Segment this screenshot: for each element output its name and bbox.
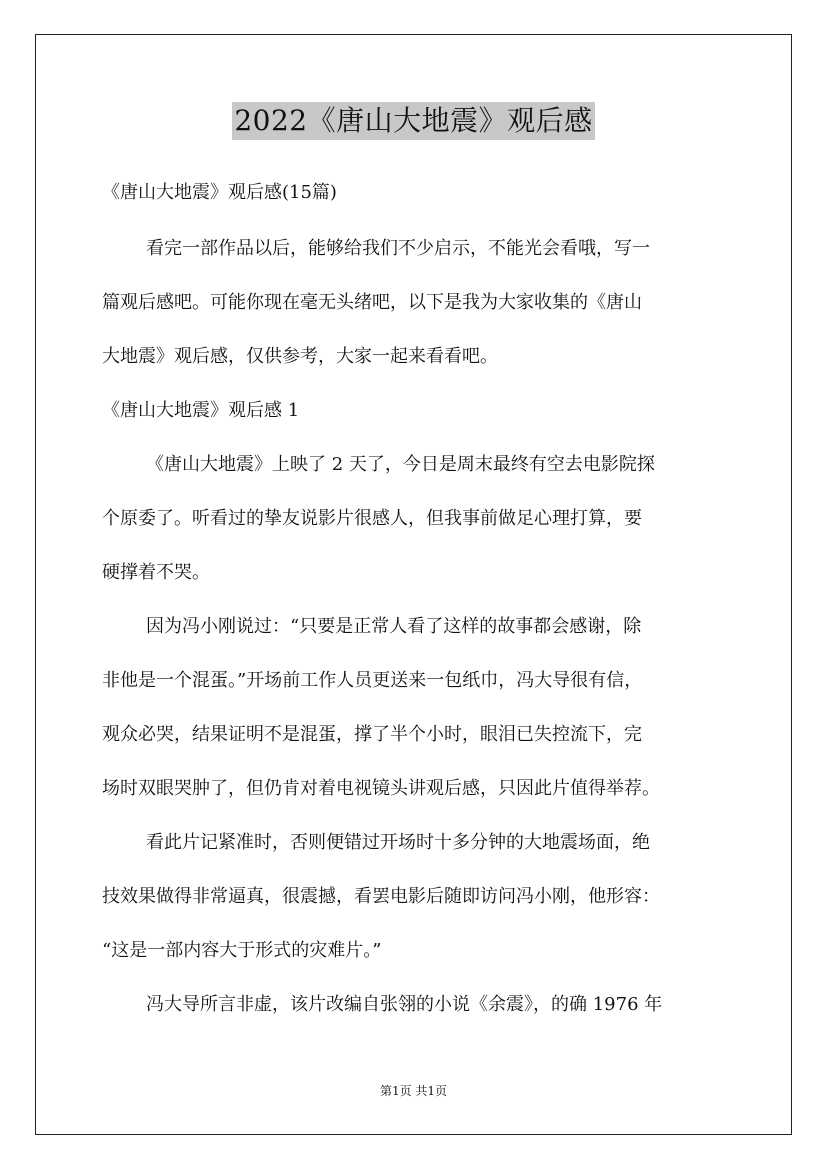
- page-footer: 第1页 共1页: [379, 1084, 448, 1098]
- paragraph-line: 场时双眼哭肿了，但仍肯对着电视镜头讲观后感，只因此片值得举荐。: [102, 778, 660, 799]
- paragraph-line: “这是一部内容大于形式的灾难片。”: [102, 940, 382, 961]
- paragraph-line: 篇观后感吧。可能你现在毫无头绪吧，以下是我为大家收集的《唐山: [102, 292, 642, 313]
- paragraph-line: 观众必哭，结果证明不是混蛋，撑了半个小时，眼泪已失控流下，完: [102, 724, 642, 745]
- document-title: 2022《唐山大地震》观后感: [232, 102, 594, 140]
- paragraph-line: 技效果做得非常逼真，很震撼，看罢电影后随即访问冯小刚，他形容：: [102, 886, 660, 907]
- paragraph-line: 看完一部作品以后，能够给我们不少启示，不能光会看哦，写一: [146, 238, 650, 259]
- paragraph-line: 因为冯小刚说过：“只要是正常人看了这样的故事都会感谢，除: [146, 616, 642, 637]
- section-heading: 《唐山大地震》观后感 1: [102, 400, 300, 421]
- paragraph-line: 硬撑着不哭。: [102, 562, 210, 583]
- paragraph-line: 看此片记紧准时，否则便错过开场时十多分钟的大地震场面，绝: [146, 832, 650, 853]
- subtitle-line: 《唐山大地震》观后感(15篇): [102, 182, 337, 203]
- paragraph-line: 大地震》观后感，仅供参考，大家一起来看看吧。: [102, 346, 498, 367]
- title-container: [0, 102, 827, 140]
- paragraph-line: 《唐山大地震》上映了 2 天了，今日是周末最终有空去电影院探: [146, 454, 655, 475]
- paragraph-line: 非他是一个混蛋。”开场前工作人员更送来一包纸巾，冯大导很有信，: [102, 670, 643, 691]
- paragraph-line: 冯大导所言非虚，该片改编自张翎的小说《余震》，的确 1976 年: [146, 994, 663, 1015]
- paragraph-line: 个原委了。听看过的挚友说影片很感人，但我事前做足心理打算，要: [102, 508, 642, 529]
